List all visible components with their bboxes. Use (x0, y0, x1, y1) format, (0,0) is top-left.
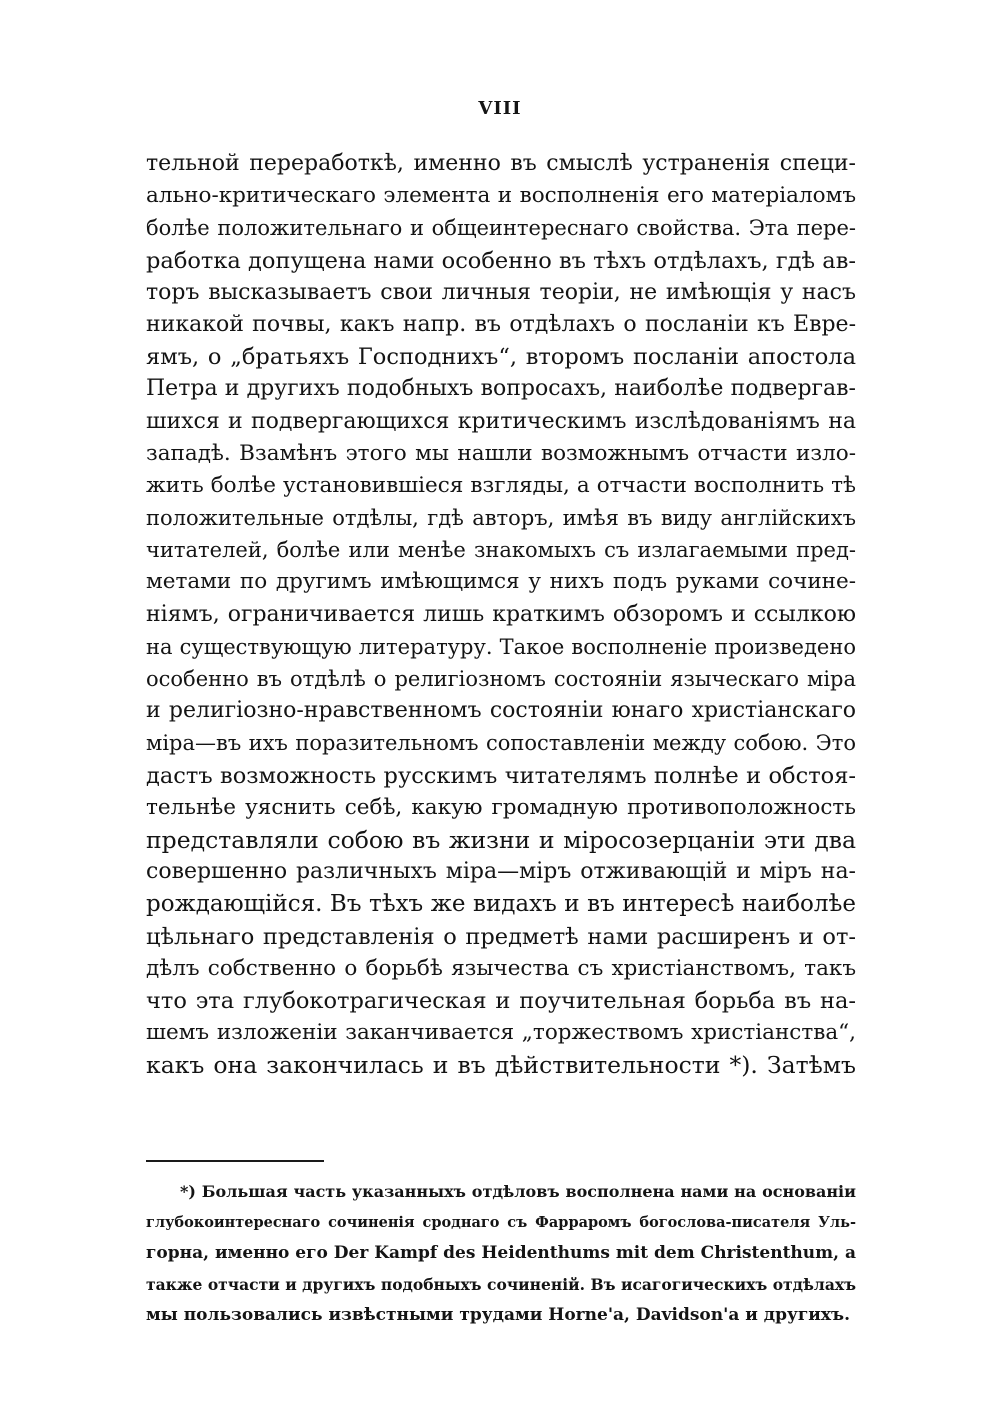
text-line: дастъ возможность русскимъ читателямъ полнѣе и обстоя- (146, 762, 856, 789)
text-line: тельнѣе уяснить себѣ, какую громадную противоположность (146, 794, 856, 820)
text-line: положительные отдѣлы, гдѣ авторъ, имѣя въ виду англійскихъ (146, 506, 856, 531)
text-line: ямъ, о „братьяхъ Господнихъ“, второмъ посланіи апостола (146, 344, 856, 371)
text-line: болѣе положительнаго и общеинтереснаго свойства. Эта пере- (146, 216, 856, 241)
main-text (146, 148, 856, 1081)
text-line: на существующую литературу. Такое восполненіе произведено (146, 634, 856, 659)
footnote-divider (146, 1160, 324, 1162)
text-line: жить болѣе установившіеся взгляды, а отчасти восполнить тѣ (146, 472, 856, 498)
text-line: тельной переработкѣ, именно въ смыслѣ устраненія специ- (146, 151, 856, 176)
footnote-line: глубокоинтереснаго сочиненія сроднаго съ Фарраромъ богослова-писателя Уль- (146, 1214, 856, 1231)
footnote-line: *) Большая часть указанныхъ отдѣловъ восполнена нами на основаніи (180, 1182, 856, 1201)
text-line: совершенно различныхъ міра—міръ отживающій и міръ на- (146, 859, 856, 885)
text-line: работка допущена нами особенно въ тѣхъ отдѣлахъ, гдѣ ав- (146, 247, 856, 274)
text-line: ально-критическаго элемента и восполненія его матеріаломъ (146, 183, 856, 209)
page-number: VIII (478, 98, 522, 119)
text-line: никакой почвы, какъ напр. въ отдѣлахъ о посланіи къ Евре- (146, 311, 856, 337)
text-line: шихся и подвергающихся критическимъ изслѣдованіямъ на (146, 408, 856, 434)
text-line: метами по другимъ имѣющимся у нихъ подъ руками сочине- (146, 569, 856, 595)
text-line: шемъ изложеніи заканчивается „торжествомъ христіанства“, (146, 1020, 856, 1046)
text-line: и религіозно-нравственномъ состояніи юнаго христіанскаго (146, 698, 856, 724)
text-line: западѣ. Взамѣнъ этого мы нашли возможнымъ отчасти изло- (146, 440, 856, 466)
text-line: Петра и другихъ подобныхъ вопросахъ, наиболѣе подвергав- (146, 376, 856, 402)
text-line: міра—въ ихъ поразительномъ сопоставленіи между собою. Это (146, 731, 856, 756)
text-line: дѣлъ собственно о борьбѣ язычества съ христіанствомъ, такъ (146, 955, 856, 981)
text-line: представляли собою въ жизни и міросозерцаніи эти два (146, 825, 856, 854)
footnote-line: мы пользовались извѣстными трудами Horne'a, Davidson'a и другихъ. (146, 1305, 851, 1325)
footnote-line: горна, именно его Der Kampf des Heidenthums mit dem Christenthum, а (146, 1243, 856, 1263)
footnote (146, 1176, 856, 1331)
text-line: что эта глубокотрагическая и поучительная борьба въ на- (146, 987, 856, 1014)
text-line: читателей, болѣе или менѣе знакомыхъ съ излагаемыми пред- (146, 538, 856, 563)
text-line: особенно въ отдѣлѣ о религіозномъ состояніи языческаго міра (146, 667, 856, 691)
text-line: ніямъ, ограничивается лишь краткимъ обзоромъ и ссылкою (146, 601, 856, 627)
text-line: какъ она закончилась и въ дѣйствительности *). Затѣмъ (146, 1051, 856, 1080)
text-line: цѣльнаго представленія о предметѣ нами расширенъ и от- (146, 923, 856, 950)
text-line: торъ высказываетъ свои личныя теоріи, не имѣющія у насъ (146, 279, 856, 305)
text-line: рождающійся. Въ тѣхъ же видахъ и въ интересѣ наиболѣе (146, 891, 856, 918)
footnote-line: также отчасти и другихъ подобныхъ сочиненій. Въ исагогическихъ отдѣлахъ (146, 1275, 856, 1294)
